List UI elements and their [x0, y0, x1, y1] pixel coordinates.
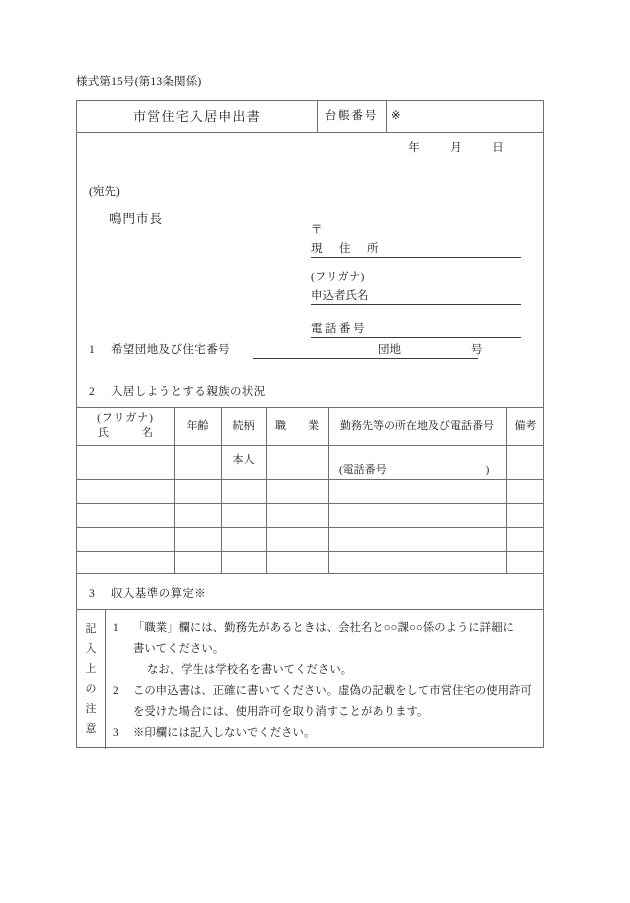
family-header-remarks-label: 備考: [514, 419, 537, 432]
item-2-family-status: [89, 383, 266, 399]
title-row: [77, 101, 543, 132]
notes-vertical-label: [77, 609, 105, 749]
postal-code-mark: 〒: [311, 224, 323, 236]
note-2-line-2: を受けた場合には、使用許可を取り消すことがあります。: [133, 706, 429, 718]
family-header-name: [77, 407, 174, 445]
family-header-remarks: [506, 407, 545, 445]
family-header-age: [174, 407, 221, 445]
family-header-relation: [221, 407, 266, 445]
notes-label-char-1: 記: [85, 623, 97, 635]
family-row-1-relation: [221, 451, 266, 467]
family-members-table: [77, 407, 543, 573]
form-outer-frame: [76, 100, 544, 748]
family-row-rule-2: [77, 503, 543, 504]
item-3-label: 収入基準の算定※: [111, 588, 207, 600]
applicant-phone-label: 電話番号: [311, 323, 367, 335]
family-header-workplace-label: 勤務先等の所在地及び電話番号: [340, 419, 494, 432]
form-number-caption: 様式第15号(第13条関係): [76, 76, 202, 88]
family-header-age-label: 年齢: [186, 419, 209, 432]
notes-body: [105, 609, 545, 744]
applicant-phone-field[interactable]: [311, 318, 521, 338]
item-1-estate-word: 団地: [378, 344, 401, 356]
family-header-occupation: [266, 407, 328, 445]
note-entry-3: [113, 723, 535, 744]
document-title: 市営住宅入居申出書: [133, 109, 261, 124]
applicant-name-field[interactable]: [311, 285, 521, 305]
note-2-number: 2: [113, 685, 119, 697]
addressee-label: (宛先): [89, 186, 120, 198]
family-row-rule-3: [77, 527, 543, 528]
notes-label-char-5: 注: [85, 703, 97, 715]
family-header-name-furigana: (フリガナ): [97, 412, 154, 424]
item-1-desired-estate: [89, 341, 533, 363]
family-header-occupation-label: 職 業: [275, 419, 319, 432]
family-table-bottom-rule: [77, 573, 543, 574]
date-unit-month: 月: [450, 142, 462, 154]
item-1-input-rule[interactable]: [253, 358, 478, 359]
note-entry-2: [113, 681, 535, 702]
notes-label-char-3: 上: [85, 663, 97, 675]
note-1-line-2: 書いてください。: [133, 643, 225, 655]
item-1-label: 希望団地及び住宅番号: [111, 344, 230, 356]
item-3-number: 3: [89, 588, 96, 600]
ledger-number-label: 台帳番号: [324, 110, 379, 122]
note-1-line-3: なお、学生は学校名を書いてください。: [147, 664, 353, 676]
title-divider-1: [317, 101, 318, 132]
item-2-label: 入居しようとする親族の状況: [111, 386, 266, 398]
current-address-label: 現 住 所: [311, 243, 381, 255]
family-row-rule-4: [77, 551, 543, 552]
note-entry-1: [113, 618, 535, 639]
family-header-relation-label: 続柄: [232, 419, 255, 432]
family-table-header-rule: [77, 445, 543, 446]
note-1-number: 1: [113, 622, 119, 634]
family-row-rule-1: [77, 479, 543, 480]
title-divider-2: [386, 101, 387, 132]
notes-label-char-6: 意: [85, 723, 97, 735]
applicant-furigana-note: (フリガナ): [311, 271, 365, 283]
date-unit-day: 日: [492, 142, 504, 154]
date-unit-year: 年: [408, 142, 420, 154]
note-3-line-1: ※印欄には記入しないでください。: [133, 727, 316, 739]
current-address-field[interactable]: [311, 238, 521, 258]
date-row: [77, 132, 543, 165]
note-3-number: 3: [113, 727, 119, 739]
date-units: [393, 132, 519, 165]
notes-label-char-4: の: [85, 683, 97, 695]
applicant-block: [311, 223, 521, 349]
item-3-income-calculation: [89, 585, 206, 601]
family-header-name-label: 氏 名: [98, 427, 153, 439]
applicant-name-label: 申込者氏名: [311, 290, 369, 302]
item-1-unit-word: 号: [471, 344, 483, 356]
item-1-number: 1: [89, 344, 95, 356]
ledger-number-mark: ※: [391, 110, 401, 122]
family-row-1-workplace-phone-text: (電話番号 ): [339, 464, 490, 476]
family-row-1-workplace-phone[interactable]: [339, 461, 489, 477]
family-row-1-relation-value: 本人: [232, 454, 255, 466]
item-2-number: 2: [89, 386, 96, 398]
notes-label-char-2: 入: [85, 643, 97, 655]
addressee-name: 鳴門市長: [109, 212, 164, 226]
note-1-line-1: 「職業」欄には、勤務先があるときは、会社名と○○課○○係のように詳細に: [133, 622, 514, 634]
note-2-line-1: この申込書は、正確に書いてください。虚偽の記載をして市営住宅の使用許可: [133, 685, 532, 697]
family-header-workplace: [328, 407, 506, 445]
